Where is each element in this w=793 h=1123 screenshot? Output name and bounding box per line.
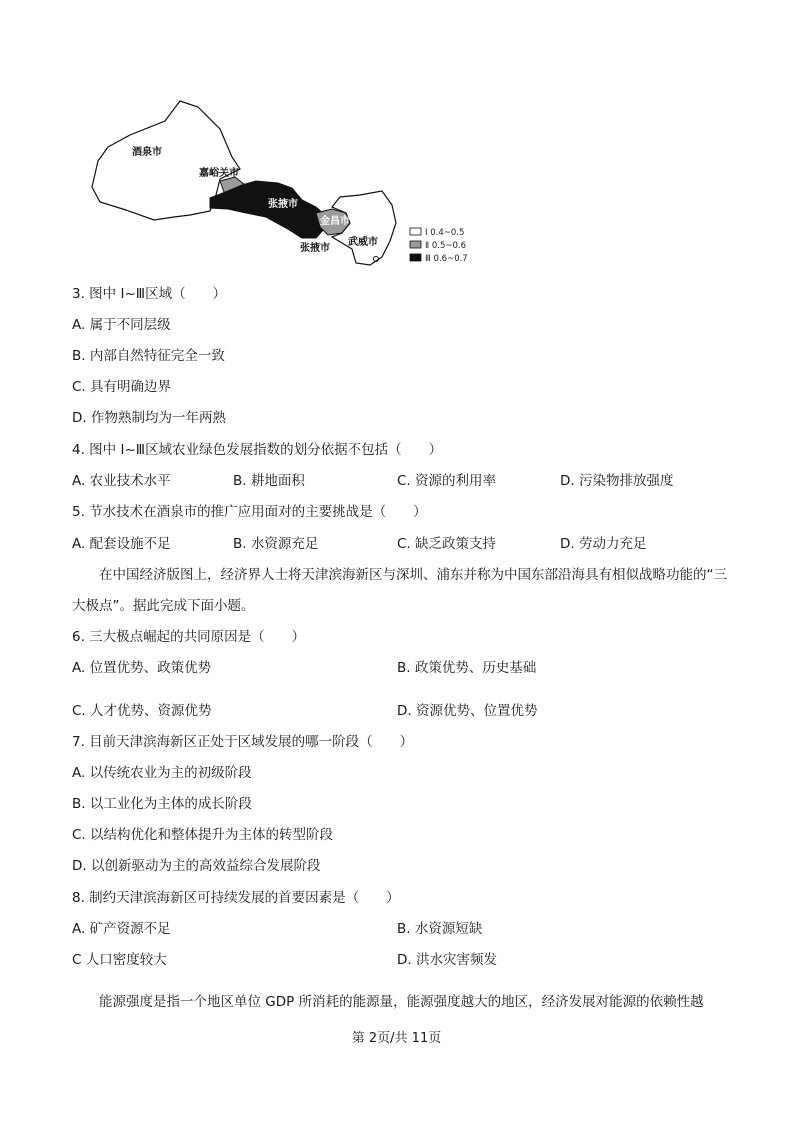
- question-5-option-c[interactable]: C. 缺乏政策支持: [397, 536, 497, 552]
- question-3-option-a[interactable]: A. 属于不同层级: [72, 317, 171, 333]
- label-zhangye-center: 张掖市: [268, 199, 298, 210]
- question-3-option-c[interactable]: C. 具有明确边界: [72, 379, 172, 395]
- map-legend: [410, 228, 468, 264]
- question-6-option-b[interactable]: B. 政策优势、历史基础: [397, 660, 537, 676]
- legend-item-1: Ⅰ 0.4~0.5: [425, 228, 465, 238]
- question-7-option-b[interactable]: B. 以工业化为主体的成长阶段: [72, 796, 252, 812]
- question-4-option-a[interactable]: A. 农业技术水平: [72, 473, 171, 489]
- question-7-option-c[interactable]: C. 以结构优化和整体提升为主体的转型阶段: [72, 827, 334, 843]
- page-footer: 第 2页/共 11页: [351, 1031, 442, 1046]
- question-6-option-a[interactable]: A. 位置优势、政策优势: [72, 660, 212, 676]
- question-7-option-d[interactable]: D. 以创新驱动为主的高效益综合发展阶段: [72, 858, 321, 874]
- question-4-stem: 4. 图中 Ⅰ~Ⅲ区域农业绿色发展指数的划分依据不包括（ ）: [72, 442, 443, 458]
- question-4-option-c[interactable]: C. 资源的利用率: [397, 473, 497, 489]
- intro-paragraph: 在中国经济版图上，经济界人士将天津滨海新区与深圳、浦东并称为中国东部沿海具有相似战略功能的“三大极点”。据此完成下面小题。: [72, 567, 727, 614]
- question-8-stem: 8. 制约天津滨海新区可持续发展的首要因素是（ ）: [72, 890, 400, 906]
- question-5-option-d[interactable]: D. 劳动力充足: [560, 536, 647, 552]
- question-6-option-c[interactable]: C. 人才优势、资源优势: [72, 703, 212, 719]
- question-6-option-d[interactable]: D. 资源优势、位置优势: [397, 703, 538, 719]
- label-zhangye-bottom: 张掖市: [300, 243, 330, 254]
- energy-intensity-paragraph: 能源强度是指一个地区单位 GDP 所消耗的能源量，能源强度越大的地区，经济发展对能源的依赖性越: [99, 994, 704, 1010]
- question-7-option-a[interactable]: A. 以传统农业为主的初级阶段: [72, 765, 252, 781]
- question-5-stem: 5. 节水技术在酒泉市的推广应用面对的主要挑战是（ ）: [72, 504, 427, 520]
- question-8-option-a[interactable]: A. 矿产资源不足: [72, 921, 171, 937]
- question-7-stem: 7. 目前天津滨海新区正处于区域发展的哪一阶段（ ）: [72, 734, 414, 750]
- label-jiayuguan: 嘉峪关市: [199, 168, 239, 179]
- question-5-option-a[interactable]: A. 配套设施不足: [72, 536, 171, 552]
- question-3-option-d[interactable]: D. 作物熟制均为一年两熟: [72, 410, 226, 426]
- question-3-option-b[interactable]: B. 内部自然特征完全一致: [72, 348, 225, 364]
- question-4-option-b[interactable]: B. 耕地面积: [233, 473, 305, 489]
- question-6-stem: 6. 三大极点崛起的共同原因是（ ）: [72, 629, 306, 645]
- question-8-option-b[interactable]: B. 水资源短缺: [397, 921, 483, 937]
- gansu-region-map: [70, 95, 490, 275]
- label-wuwei: 武威市: [348, 237, 378, 248]
- question-8-option-d[interactable]: D. 洪水灾害频发: [397, 952, 497, 968]
- question-5-option-b[interactable]: B. 水资源充足: [233, 536, 319, 552]
- label-jinchang: 金昌市: [320, 216, 350, 227]
- question-3-stem: 3. 图中 Ⅰ~Ⅲ区域（ ）: [72, 286, 227, 302]
- question-8-option-c[interactable]: C 人口密度较大: [72, 952, 167, 968]
- question-4-option-d[interactable]: D. 污染物排放强度: [560, 473, 674, 489]
- label-jiuquan: 酒泉市: [132, 147, 162, 158]
- legend-item-2: Ⅱ 0.5~0.6: [425, 241, 467, 251]
- legend-item-3: Ⅲ 0.6~0.7: [425, 254, 468, 264]
